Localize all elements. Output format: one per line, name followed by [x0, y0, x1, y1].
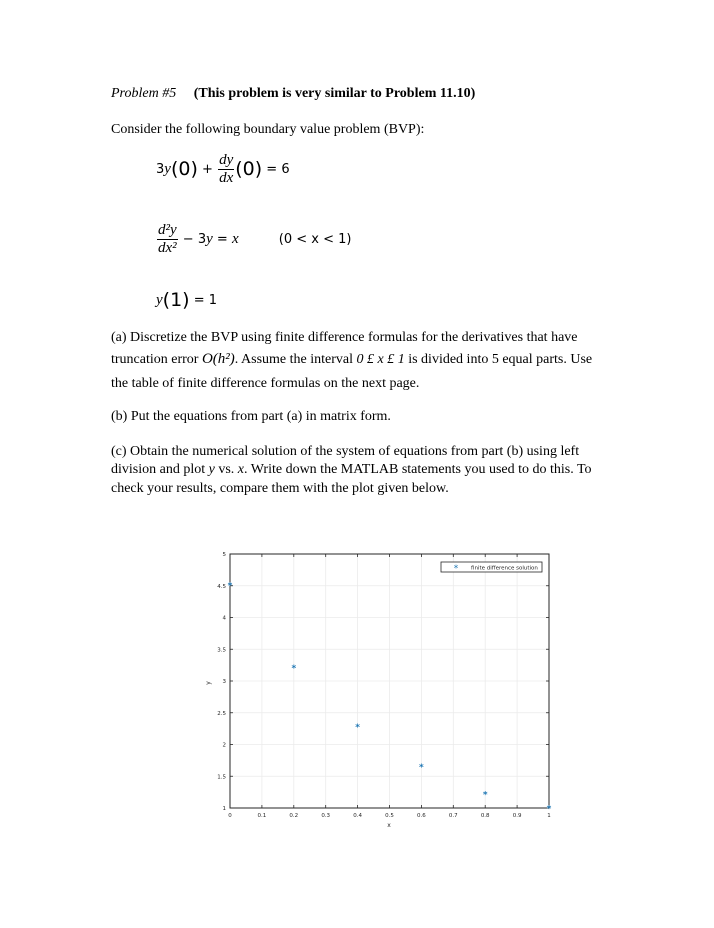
part-c-line1: (c) Obtain the numerical solution of the system of equations from part (b) using left [111, 444, 580, 459]
x-tick-label: 0.5 [385, 813, 394, 819]
bc1-frac-num: dy [219, 152, 234, 168]
y-tick-label: 1.5 [217, 774, 226, 781]
x-tick-label: 0.1 [257, 813, 267, 819]
part-b: (b) Put the equations from part (a) in matrix form. [111, 409, 391, 424]
bc1-y: y [164, 161, 171, 177]
data-point: * [291, 664, 297, 675]
ode-domain: (0 < x < 1) [278, 232, 352, 247]
plot-legend [441, 562, 542, 574]
part-a-line3: the table of finite difference formulas on the next page. [111, 376, 420, 391]
bc1-rhs: = 6 [266, 162, 290, 177]
intro-text: Consider the following boundary value problem (BVP): [111, 122, 425, 137]
x-tick-label: 0.7 [448, 813, 458, 819]
y-tick-label: 1 [222, 806, 226, 812]
plot-ticks [217, 552, 551, 819]
bc2-arg: (1) [162, 289, 190, 311]
part-a-interval: 0 £ x £ 1 [356, 352, 405, 367]
part-a-order: O(h²) [201, 351, 235, 367]
ode-eq: = [216, 232, 228, 247]
y-tick-label: 3 [222, 679, 226, 685]
x-axis-label: x [387, 822, 391, 829]
x-tick-label: 1 [547, 813, 551, 819]
bc1-plus: + [202, 162, 213, 177]
part-a-pre: truncation error [111, 352, 199, 367]
part-c-line3: check your results, compare them with the plot given below. [111, 481, 449, 496]
x-tick-label: 0 [228, 813, 232, 819]
bc2-y: y [156, 292, 163, 308]
x-tick-label: 0.2 [289, 813, 299, 819]
y-tick-label: 4.5 [217, 583, 226, 590]
data-point: * [546, 804, 552, 815]
data-point: * [482, 790, 488, 801]
problem-note: (This problem is very similar to Problem 11.10) [193, 86, 476, 101]
problem-label: Problem #5 [111, 86, 177, 101]
bc1-coef: 3 [156, 162, 165, 177]
x-tick-label: 0.3 [321, 813, 331, 819]
bc1-arg0: (0) [170, 158, 198, 180]
data-point: * [419, 763, 424, 774]
data-point: * [227, 581, 233, 592]
part-a-line1: (a) Discretize the BVP using finite difference formulas for the derivatives that have [111, 330, 578, 345]
y-axis-label: y [205, 681, 212, 685]
part-a-post: is divided into 5 equal parts. Use [408, 352, 593, 367]
y-tick-label: 4 [222, 615, 226, 622]
part-c-post: . Write down the MATLAB statements you used to do this. To [244, 462, 592, 477]
part-c-pre: division and plot [111, 462, 206, 477]
bc1-arg1: (0) [235, 158, 263, 180]
ode-frac-num: d²y [158, 222, 177, 238]
y-tick-label: 5 [222, 552, 226, 558]
bc1-frac-den: dx [219, 170, 234, 186]
plot-grid [227, 554, 549, 808]
y-tick-label: 3.5 [217, 647, 226, 654]
part-c-vs: vs. [218, 462, 235, 477]
x-tick-label: 0.6 [417, 813, 426, 819]
ode-y: y [206, 231, 213, 247]
x-tick-label: 0.8 [480, 813, 490, 819]
y-tick-label: 2.5 [217, 710, 226, 717]
x-tick-label: 0.4 [353, 813, 362, 819]
ode-x: x [231, 231, 239, 247]
data-point: * [355, 723, 360, 734]
part-a-mid: . Assume the interval [234, 352, 353, 367]
y-tick-label: 2 [222, 742, 226, 749]
part-c-y: y [208, 462, 215, 477]
ode-minus: − 3 [182, 232, 207, 247]
legend-label: finite difference solution [471, 565, 538, 572]
x-tick-label: 0.9 [512, 813, 522, 819]
bc2-rhs: = 1 [193, 293, 218, 308]
legend-marker-icon: * [453, 564, 459, 574]
part-c-x: x [237, 462, 245, 477]
ode-frac-den: dx² [158, 240, 177, 256]
